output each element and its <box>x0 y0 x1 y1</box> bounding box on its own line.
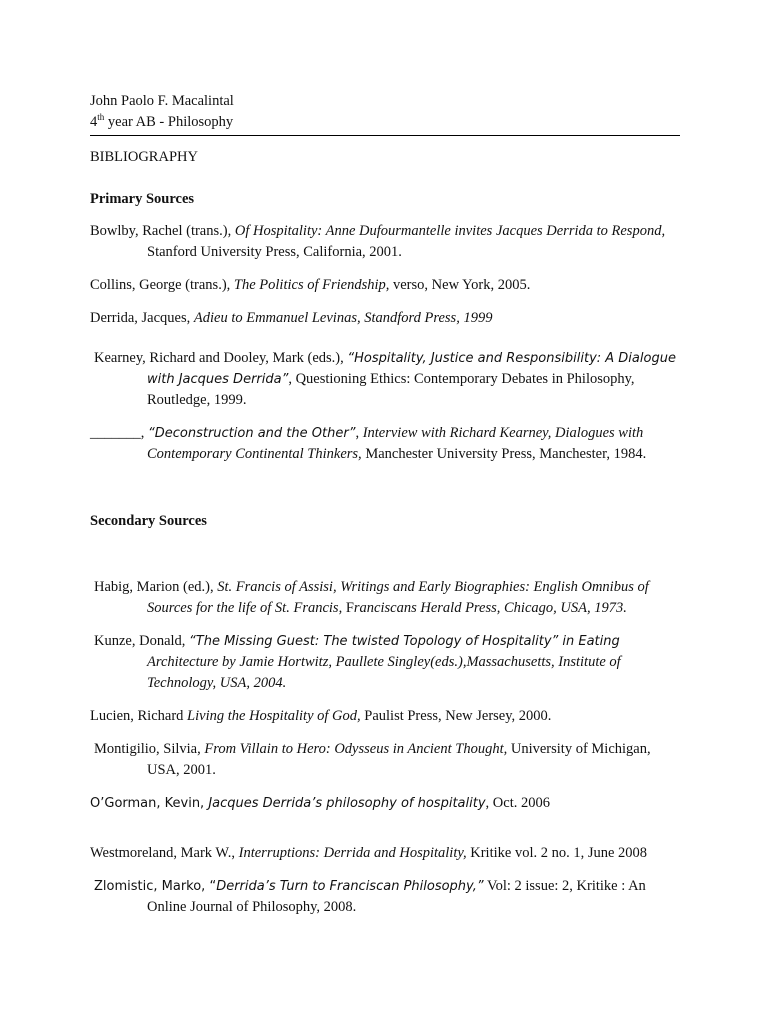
bibliography-entry: O’Gorman, Kevin, Jacques Derrida’s philosophy of hospitality, Oct. 2006 <box>90 795 550 811</box>
primary-sources-heading: Primary Sources <box>90 191 195 207</box>
bibliography-entry: Kearney, Richard and Dooley, Mark (eds.), “Hospitality, Justice and Responsibility: A Dialogue with Jacques Derrida”, Questioning Ethics: Contemporary Debates in Philosophy, Routledge, 1999. <box>94 350 676 408</box>
bibliography-entry: Kunze, Donald, “The Missing Guest: The twisted Topology of Hospitality” in Eating Architecture by Jamie Hortwitz, Paullete Singley(eds.),Massachusetts, Institute of Technology, USA, 2004. <box>94 633 621 691</box>
author-header <box>90 91 680 133</box>
bibliography-entry: Montigilio, Silvia, From Villain to Hero: Odysseus in Ancient Thought, University of Michigan, USA, 2001. <box>94 741 651 778</box>
author-year: 4th year AB - Philosophy <box>90 112 234 130</box>
bibliography-entry: Zlomistic, Marko, “Derrida’s Turn to Franciscan Philosophy,” Vol: 2 issue: 2, Kritike : An Online Journal of Philosophy, 2008. <box>94 878 646 915</box>
bibliography-entry: _______, “Deconstruction and the Other”, Interview with Richard Kearney, Dialogues with Contemporary Continental Thinkers, Manchester University Press, Manchester, 1984. <box>90 425 647 462</box>
bibliography-entry: Collins, George (trans.), The Politics of Friendship, verso, New York, 2005. <box>90 277 531 293</box>
secondary-sources-heading: Secondary Sources <box>90 513 207 529</box>
author-name: John Paolo F. Macalintal <box>90 93 234 109</box>
page-title: BIBLIOGRAPHY <box>90 149 198 165</box>
bibliography-entry: Bowlby, Rachel (trans.), Of Hospitality: Anne Dufourmantelle invites Jacques Derrida to Respond, Stanford University Press, California, 2001. <box>90 223 666 260</box>
bibliography-entry: Westmoreland, Mark W., Interruptions: Derrida and Hospitality, Kritike vol. 2 no. 1, June 2008 <box>90 845 648 861</box>
bibliography-entry: Derrida, Jacques, Adieu to Emmanuel Levinas, Standford Press, 1999 <box>90 310 493 326</box>
header-divider <box>90 135 680 136</box>
bibliography-entry: Habig, Marion (ed.), St. Francis of Assisi, Writings and Early Biographies: English Omnibus of Sources for the life of St. Francis, Franciscans Herald Press, Chicago, USA, 1973. <box>94 579 649 616</box>
bibliography-entry: Lucien, Richard Living the Hospitality of God, Paulist Press, New Jersey, 2000. <box>90 708 552 724</box>
